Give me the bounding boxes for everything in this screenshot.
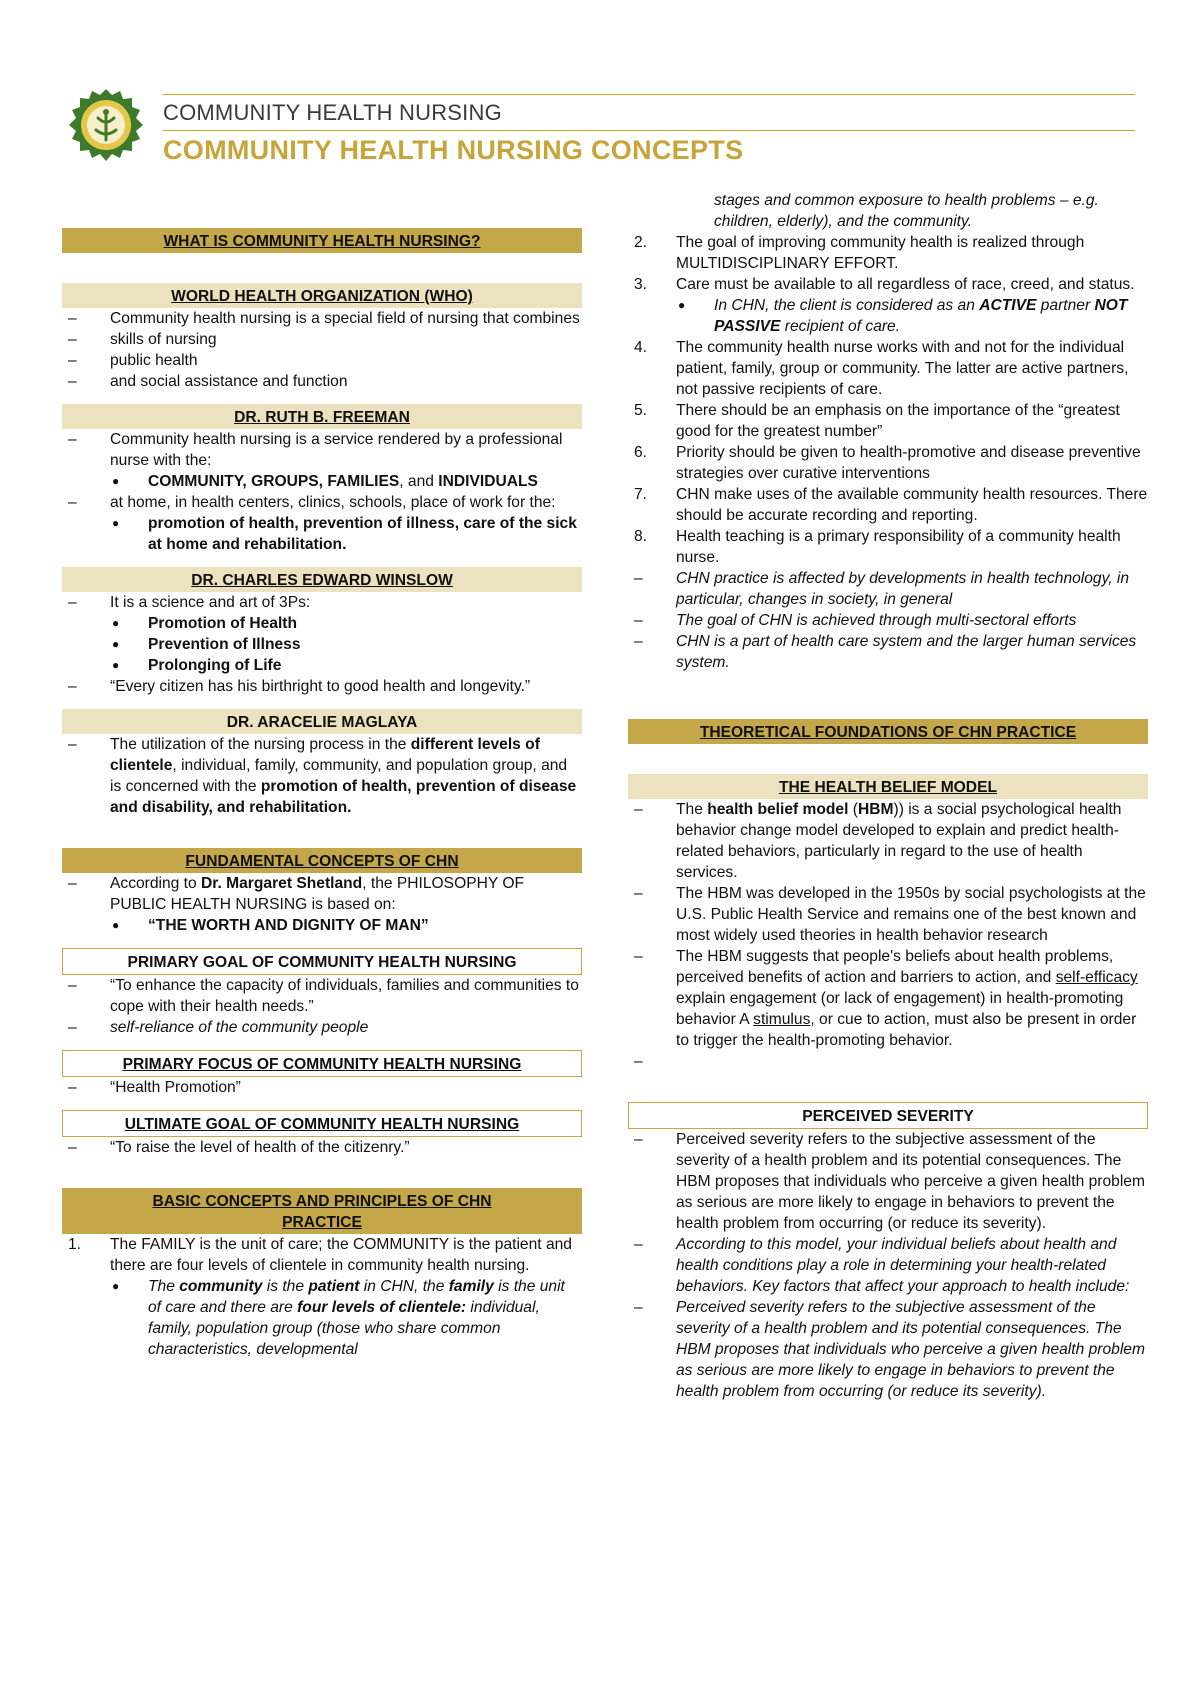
- list-item: – CHN is a part of health care system and the larger human services system.: [634, 633, 1137, 671]
- header-rule-middle: [163, 130, 1135, 131]
- section-heading-perceived-severity: PERCEIVED SEVERITY: [628, 1102, 1148, 1129]
- numbered-item: 6. Priority should be given to health-promotive and disease preventive strategies over curative interventions: [634, 444, 1141, 482]
- list-item: – The goal of CHN is achieved through multi-sectoral efforts: [634, 612, 1077, 629]
- list-item: – The utilization of the nursing process in the different levels of clientele, individual, family, community, and population group, and is concerned with the promotion of health, prevention of disease and disability, and rehabilitation.: [68, 736, 577, 816]
- list-item: – “To enhance the capacity of individuals, families and communities to cope with their health needs.”: [68, 977, 579, 1015]
- list-item: – The HBM suggests that people's beliefs about health problems, perceived benefits of action and barriers to action, and self-efficacy explain engagement (or lack of engagement) in health-promoting behavior A stimulus, or cue to action, must also be present in order to trigger the health-promoting behavior.: [634, 948, 1138, 1049]
- section-heading-theoretical: THEORETICAL FOUNDATIONS OF CHN PRACTICE: [628, 719, 1148, 744]
- bullet-item: ● “THE WORTH AND DIGNITY OF MAN”: [112, 917, 429, 934]
- bullet-item: ● COMMUNITY, GROUPS, FAMILIES, and INDIVIDUALS: [112, 473, 538, 490]
- section-heading-primary-focus: PRIMARY FOCUS OF COMMUNITY HEALTH NURSING: [62, 1050, 582, 1077]
- section-heading-what-is: WHAT IS COMMUNITY HEALTH NURSING?: [62, 228, 582, 253]
- list-item: – Community health nursing is a service rendered by a professional nurse with the:: [68, 431, 563, 469]
- list-item: – “To raise the level of health of the citizenry.”: [68, 1139, 410, 1156]
- bullet-item: ● Prolonging of Life: [112, 657, 282, 674]
- list-item: – “Health Promotion”: [68, 1079, 241, 1096]
- list-item: – “Every citizen has his birthright to good health and longevity.”: [68, 678, 531, 695]
- section-heading-freeman: DR. RUTH B. FREEMAN: [62, 404, 582, 429]
- section-heading-basic-concepts: BASIC CONCEPTS AND PRINCIPLES OF CHN PRACTICE: [62, 1188, 582, 1234]
- section-heading-maglaya: DR. ARACELIE MAGLAYA: [62, 709, 582, 734]
- numbered-item: 2. The goal of improving community health is realized through MULTIDISCIPLINARY EFFORT.: [634, 234, 1085, 272]
- numbered-item: 5. There should be an emphasis on the importance of the “greatest good for the greatest number”: [634, 402, 1120, 440]
- list-item: – Perceived severity refers to the subjective assessment of the severity of a health problem and its potential consequences. The HBM proposes that individuals who perceive a given health problem as serious are more likely to engage in behaviors to prevent the health problem from occurring (or reduce its severity).: [634, 1299, 1145, 1400]
- page-title: COMMUNITY HEALTH NURSING CONCEPTS: [163, 135, 744, 165]
- section-heading-hbm: THE HEALTH BELIEF MODEL: [628, 774, 1148, 799]
- list-item: – and social assistance and function: [68, 373, 348, 390]
- list-item: – at home, in health centers, clinics, schools, place of work for the:: [68, 494, 556, 511]
- list-item: – CHN practice is affected by developments in health technology, in particular, changes in society, in general: [634, 570, 1130, 608]
- bullet-item: ● promotion of health, prevention of illness, care of the sick at home and rehabilitation.: [112, 515, 577, 553]
- course-name: COMMUNITY HEALTH NURSING: [163, 100, 502, 125]
- list-item: – The health belief model (HBM)) is a social psychological health behavior change model developed to explain and predict health-related behaviors, particularly in regard to the use of health services.: [634, 801, 1122, 881]
- school-seal-logo: [68, 88, 144, 164]
- left-column: [62, 228, 582, 1360]
- section-heading-primary-goal: PRIMARY GOAL OF COMMUNITY HEALTH NURSING: [62, 948, 582, 975]
- list-item: – self-reliance of the community people: [68, 1019, 369, 1036]
- bullet-item: ● The community is the patient in CHN, the family is the unit of care and there are four levels of clientele: individual, family, population group (those who share common characteristics, developmental: [112, 1278, 565, 1358]
- bullet-continuation: stages and common exposure to health problems – e.g. children, elderly), and the community.: [714, 192, 1099, 230]
- numbered-item: 1. The FAMILY is the unit of care; the COMMUNITY is the patient and there are four levels of clientele in community health nursing.: [68, 1236, 572, 1274]
- list-item: – According to this model, your individual beliefs about health and health conditions play a role in determining your health-related behaviors. Key factors that affect your approach to health include:: [634, 1236, 1130, 1295]
- list-item: – skills of nursing: [68, 331, 217, 348]
- list-item: – The HBM was developed in the 1950s by social psychologists at the U.S. Public Health Service and remains one of the best known and most widely used theories in health behavior research: [634, 885, 1146, 944]
- section-heading-who: WORLD HEALTH ORGANIZATION (WHO): [62, 283, 582, 308]
- list-item: – public health: [68, 352, 198, 369]
- list-item: – It is a science and art of 3Ps:: [68, 594, 311, 611]
- numbered-item: 8. Health teaching is a primary responsibility of a community health nurse.: [634, 528, 1121, 566]
- section-heading-winslow: DR. CHARLES EDWARD WINSLOW: [62, 567, 582, 592]
- section-heading-ultimate-goal: ULTIMATE GOAL OF COMMUNITY HEALTH NURSING: [62, 1110, 582, 1137]
- header-rule-top: [163, 94, 1135, 95]
- numbered-item: 3. Care must be available to all regardless of race, creed, and status.: [634, 276, 1135, 293]
- list-item: – Community health nursing is a special field of nursing that combines: [68, 310, 580, 327]
- right-column: [628, 190, 1148, 1402]
- section-heading-fundamental: FUNDAMENTAL CONCEPTS OF CHN: [62, 848, 582, 873]
- numbered-item: 7. CHN make uses of the available community health resources. There should be accurate recording and reporting.: [634, 486, 1148, 524]
- list-item-empty: –: [634, 1053, 643, 1070]
- bullet-item: ● In CHN, the client is considered as an ACTIVE partner NOT PASSIVE recipient of care.: [678, 297, 1128, 335]
- list-item: – Perceived severity refers to the subjective assessment of the severity of a health problem and its potential consequences. The HBM proposes that individuals who perceive a given health problem as serious are more likely to engage in behaviors to prevent the health problem from occurring (or reduce its severity).: [634, 1131, 1145, 1232]
- bullet-item: ● Promotion of Health: [112, 615, 298, 632]
- list-item: – According to Dr. Margaret Shetland, the PHILOSOPHY OF PUBLIC HEALTH NURSING is based on:: [68, 875, 524, 913]
- bullet-item: ● Prevention of Illness: [112, 636, 301, 653]
- numbered-item: 4. The community health nurse works with and not for the individual patient, family, group or community. The latter are active partners, not passive recipients of care.: [634, 339, 1129, 398]
